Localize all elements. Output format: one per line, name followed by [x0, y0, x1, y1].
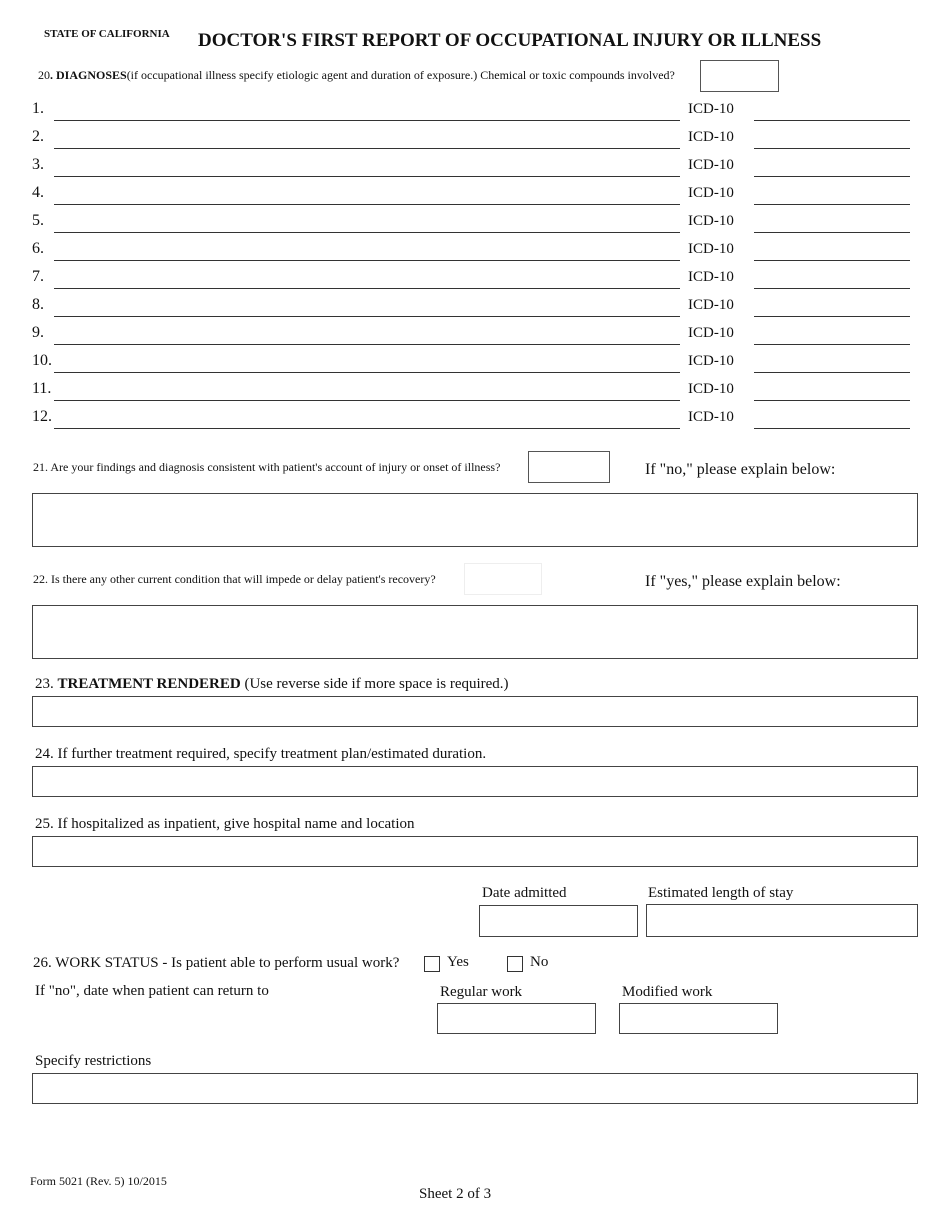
treatment-rendered-field[interactable] [32, 696, 918, 727]
q23-text: (Use reverse side if more space is required.) [244, 676, 509, 692]
icd10-code-field[interactable] [754, 120, 910, 121]
date-admitted-label: Date admitted [482, 885, 567, 901]
work-yes-label: Yes [447, 954, 469, 970]
diagnosis-field[interactable] [54, 288, 680, 289]
icd10-label: ICD-10 [688, 381, 734, 397]
date-admitted-field[interactable] [479, 905, 638, 937]
diagnosis-number: 12. [32, 408, 52, 425]
diagnosis-number: 11. [32, 380, 52, 397]
q20-bold: . DIAGNOSES [50, 68, 127, 82]
diagnosis-field[interactable] [54, 400, 680, 401]
icd10-label: ICD-10 [688, 185, 734, 201]
q21-explain-label: If "no," please explain below: [645, 461, 836, 478]
icd10-code-field[interactable] [754, 232, 910, 233]
icd10-label: ICD-10 [688, 213, 734, 229]
icd10-code-field[interactable] [754, 204, 910, 205]
q21-label: 21. Are your findings and diagnosis consistent with patient's account of injury or onset of illness? [33, 460, 501, 474]
q23-number: 23. [35, 676, 54, 692]
icd10-label: ICD-10 [688, 101, 734, 117]
icd10-label: ICD-10 [688, 353, 734, 369]
q20-number: 20 [38, 68, 50, 82]
q20-text: (if occupational illness specify etiologic agent and duration of exposure.) Chemical or toxic compounds involved? [126, 68, 675, 82]
regular-work-date-field[interactable] [437, 1003, 596, 1034]
regular-work-label: Regular work [440, 984, 523, 1000]
state-label: STATE OF CALIFORNIA [44, 28, 170, 40]
treatment-plan-field[interactable] [32, 766, 918, 797]
icd10-code-field[interactable] [754, 428, 910, 429]
diagnosis-field[interactable] [54, 316, 680, 317]
icd10-label: ICD-10 [688, 157, 734, 173]
icd10-label: ICD-10 [688, 241, 734, 257]
q23-label [35, 676, 509, 693]
diagnosis-field[interactable] [54, 204, 680, 205]
length-of-stay-field[interactable] [646, 904, 918, 937]
q24-label: 24. If further treatment required, specify treatment plan/estimated duration. [35, 746, 487, 762]
icd10-label: ICD-10 [688, 409, 734, 425]
diagnosis-number: 9. [32, 324, 44, 341]
q21-explain-field[interactable] [32, 493, 918, 547]
diagnosis-field[interactable] [54, 372, 680, 373]
restrictions-label: Specify restrictions [35, 1053, 152, 1069]
q26-label: 26. WORK STATUS - Is patient able to perform usual work? [33, 955, 400, 971]
icd10-label: ICD-10 [688, 297, 734, 313]
icd10-code-field[interactable] [754, 176, 910, 177]
q25-label: 25. If hospitalized as inpatient, give hospital name and location [35, 816, 415, 832]
modified-work-date-field[interactable] [619, 1003, 778, 1034]
work-yes-checkbox[interactable] [424, 956, 440, 972]
q22-explain-label: If "yes," please explain below: [645, 573, 841, 590]
q22-label: 22. Is there any other current condition that will impede or delay patient's recovery? [33, 572, 436, 586]
icd10-code-field[interactable] [754, 344, 910, 345]
diagnosis-field[interactable] [54, 176, 680, 177]
diagnosis-field[interactable] [54, 344, 680, 345]
q21-answer-field[interactable] [528, 451, 610, 483]
diagnosis-number: 7. [32, 268, 44, 285]
return-date-label: If "no", date when patient can return to [35, 983, 269, 999]
q20-label [38, 68, 675, 83]
length-of-stay-label: Estimated length of stay [648, 885, 794, 901]
diagnosis-field[interactable] [54, 428, 680, 429]
work-no-label: No [530, 954, 549, 970]
diagnosis-field[interactable] [54, 120, 680, 121]
modified-work-label: Modified work [622, 984, 713, 1000]
icd10-code-field[interactable] [754, 288, 910, 289]
icd10-code-field[interactable] [754, 400, 910, 401]
icd10-label: ICD-10 [688, 325, 734, 341]
diagnosis-field[interactable] [54, 148, 680, 149]
icd10-code-field[interactable] [754, 148, 910, 149]
hospital-field[interactable] [32, 836, 918, 867]
sheet-number: Sheet 2 of 3 [419, 1186, 492, 1202]
restrictions-field[interactable] [32, 1073, 918, 1104]
diagnosis-number: 1. [32, 100, 44, 117]
icd10-code-field[interactable] [754, 316, 910, 317]
q23-bold: TREATMENT RENDERED [57, 676, 241, 692]
diagnosis-field[interactable] [54, 260, 680, 261]
diagnosis-number: 6. [32, 240, 44, 257]
diagnosis-number: 10. [32, 352, 52, 369]
page-title: DOCTOR'S FIRST REPORT OF OCCUPATIONAL INJURY OR ILLNESS [198, 30, 822, 51]
diagnosis-field[interactable] [54, 232, 680, 233]
icd10-code-field[interactable] [754, 372, 910, 373]
diagnosis-number: 4. [32, 184, 44, 201]
icd10-label: ICD-10 [688, 269, 734, 285]
form-number: Form 5021 (Rev. 5) 10/2015 [30, 1174, 167, 1188]
work-no-checkbox[interactable] [507, 956, 523, 972]
diagnosis-number: 2. [32, 128, 44, 145]
diagnosis-number: 5. [32, 212, 44, 229]
icd10-label: ICD-10 [688, 129, 734, 145]
toxic-compounds-field[interactable] [700, 60, 779, 92]
diagnosis-number: 3. [32, 156, 44, 173]
q22-explain-field[interactable] [32, 605, 918, 659]
diagnosis-number: 8. [32, 296, 44, 313]
icd10-code-field[interactable] [754, 260, 910, 261]
q22-answer-field[interactable] [464, 563, 542, 595]
